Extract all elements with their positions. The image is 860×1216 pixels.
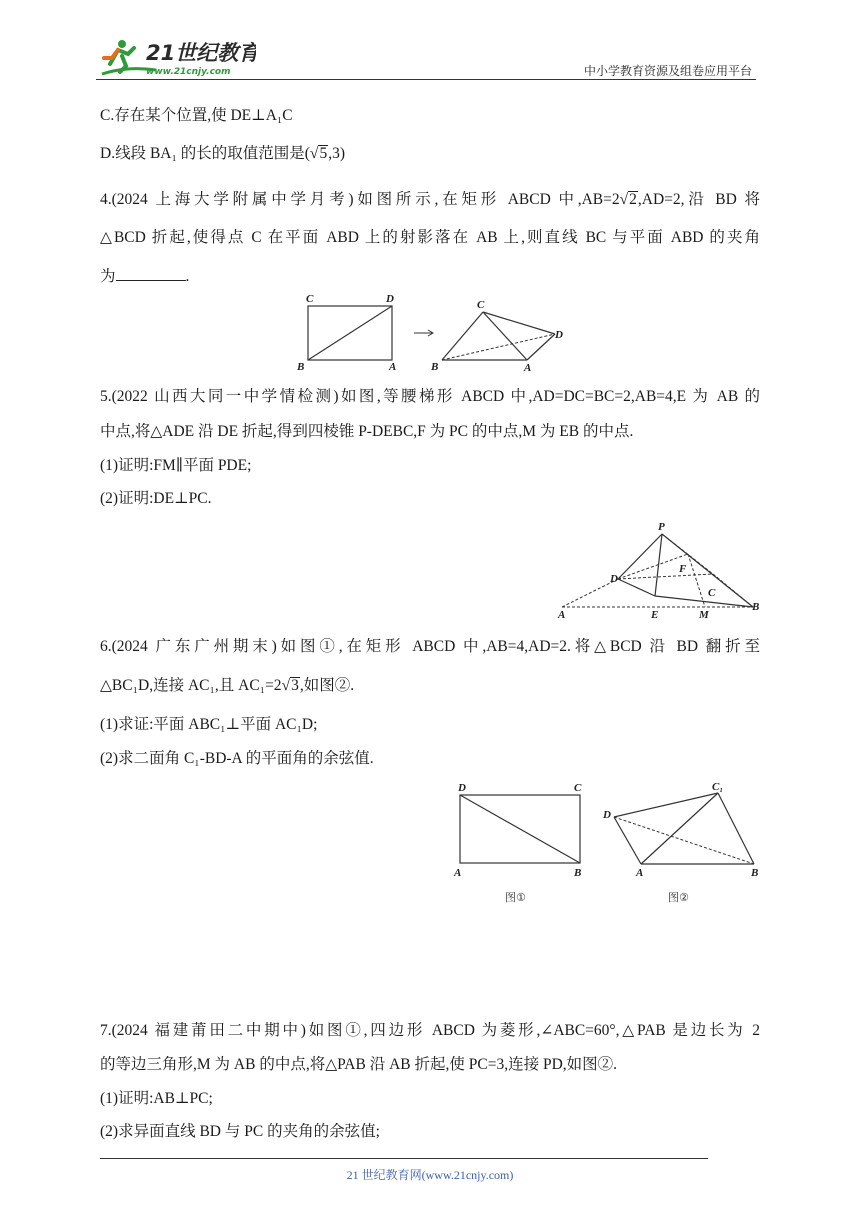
sqrt-sign: √ — [281, 677, 291, 694]
q5-line2: 中点,将△ADE 沿 DE 折起,得到四棱锥 P-DEBC,F 为 PC 的中点,M 为 EB 的中点. — [100, 423, 634, 440]
q6-fig2-label-d: D — [603, 809, 611, 821]
q6-line1: 6.(2024 广东广州期末)如图①,在矩形 ABCD 中,AB=4,AD=2.将△BCD 沿 BD 翻折至 — [100, 638, 760, 655]
q5-fig-label-p: P — [658, 521, 665, 533]
q4-line1 — [100, 190, 760, 210]
q4-fig-label-a: A — [389, 361, 397, 373]
q4-fig2-label-a: A — [524, 362, 532, 374]
q6-line2 — [100, 676, 760, 696]
q6-radicand: 3 — [291, 677, 299, 694]
q7-line2: 的等边三角形,M 为 AB 的中点,将△PAB 沿 AB 折起,使 PC=3,连接 PD,如图②. — [100, 1056, 618, 1073]
site-logo — [96, 36, 256, 80]
runner-logo-icon — [96, 36, 256, 80]
q4-figure — [290, 288, 580, 378]
q6-fig2-label-a: A — [636, 867, 644, 879]
q3-option-d-post: ,3) — [328, 145, 345, 162]
q6-line2-post: ,如图②. — [299, 677, 355, 694]
q6-fig1-label-d: D — [458, 782, 466, 794]
q4-radicand: 2 — [629, 191, 637, 208]
q6-figures — [448, 776, 774, 908]
q5-fig-label-m: M — [699, 609, 709, 621]
q5-fig-label-b: B — [752, 601, 760, 613]
q4-line2: △BCD 折起,使得点 C 在平面 ABD 上的射影落在 AB 上,则直线 BC 与平面 ABD 的夹角 — [100, 229, 760, 246]
q5-line1: 5.(2022 山西大同一中学情检测)如图,等腰梯形 ABCD 中,AD=DC=BC=2,AB=4,E 为 AB 的 — [100, 388, 760, 405]
q6-fig2-label-b: B — [751, 867, 759, 879]
q3-option-c: C.存在某个位置,使 DE⊥A₁C — [100, 107, 293, 124]
q4-fig2-label-d: D — [555, 329, 563, 341]
q6-line2-pre: △BC₁D,连接 AC₁,且 AC₁=2 — [100, 677, 282, 694]
logo-title: 21世纪教育 — [146, 41, 256, 65]
sqrt-sign: √ — [309, 145, 319, 162]
q4-line3 — [100, 264, 760, 287]
q6-fig1-label-b: B — [574, 867, 582, 879]
q6-fig2-caption: 图② — [668, 891, 689, 904]
q4-fig-label-c: C — [306, 293, 314, 305]
q7-part2: (2)求异面直线 BD 与 PC 的夹角的余弦值; — [100, 1123, 380, 1140]
q6-part1: (1)求证:平面 ABC₁⊥平面 AC₁D; — [100, 716, 318, 733]
q6-figure-1 — [460, 795, 580, 863]
q4-line3-post: . — [185, 268, 190, 285]
q4-line1-pre: 4.(2024 上海大学附属中学月考)如图所示,在矩形 ABCD 中,AB=2 — [100, 191, 620, 208]
q6-fig1-label-a: A — [454, 867, 462, 879]
q6-fig2-label-c1: C₁ — [712, 781, 724, 793]
header-divider — [96, 79, 756, 80]
q6-fig1-label-c: C — [574, 782, 582, 794]
q5-fig-label-d: D — [610, 573, 618, 585]
footer-link[interactable]: 21 世纪教育网(www.21cnjy.com) — [346, 1168, 514, 1182]
q5-figure — [550, 518, 770, 622]
q6-part2: (2)求二面角 C₁-BD-A 的平面角的余弦值. — [100, 750, 374, 767]
footer-divider — [100, 1158, 708, 1159]
q5-fig-label-a: A — [558, 609, 566, 621]
q7-line1: 7.(2024 福建莆田二中期中)如图①,四边形 ABCD 为菱形,∠ABC=60°,△PAB 是边长为 2 — [100, 1022, 760, 1039]
q5-fig-label-c: C — [708, 587, 716, 599]
q3-option-d — [100, 144, 760, 164]
q3-option-d-radicand: 5 — [319, 145, 328, 162]
sqrt-sign: √ — [619, 191, 629, 208]
q4-folded-figure — [442, 312, 555, 360]
q3-option-d-pre: D.线段 BA₁ 的长的取值范围是( — [100, 145, 310, 162]
q4-line3-pre: 为 — [100, 268, 116, 285]
q5-fig-label-e: E — [651, 609, 659, 621]
q5-fig-label-f: F — [679, 563, 687, 575]
q6-figure-2 — [614, 793, 754, 864]
arrow-right-icon — [414, 330, 433, 336]
q5-pyramid — [562, 534, 753, 607]
q5-part2: (2)证明:DE⊥PC. — [100, 490, 212, 507]
q4-line1-post: ,AD=2,沿 BD 将 — [637, 191, 760, 208]
q4-fig-label-b: B — [297, 361, 305, 373]
platform-name: 中小学教育资源及组卷应用平台 — [583, 64, 752, 78]
q4-fig-label-d: D — [386, 293, 394, 305]
logo-url: www.21cnjy.com — [146, 67, 231, 77]
q4-fig2-label-c: C — [477, 299, 485, 311]
q6-fig1-caption: 图① — [505, 891, 526, 904]
q4-rectangle — [308, 306, 392, 360]
q5-part1: (1)证明:FM∥平面 PDE; — [100, 457, 252, 474]
q7-part1: (1)证明:AB⊥PC; — [100, 1090, 213, 1107]
answer-blank — [116, 264, 186, 281]
q4-fig2-label-b: B — [431, 361, 439, 373]
